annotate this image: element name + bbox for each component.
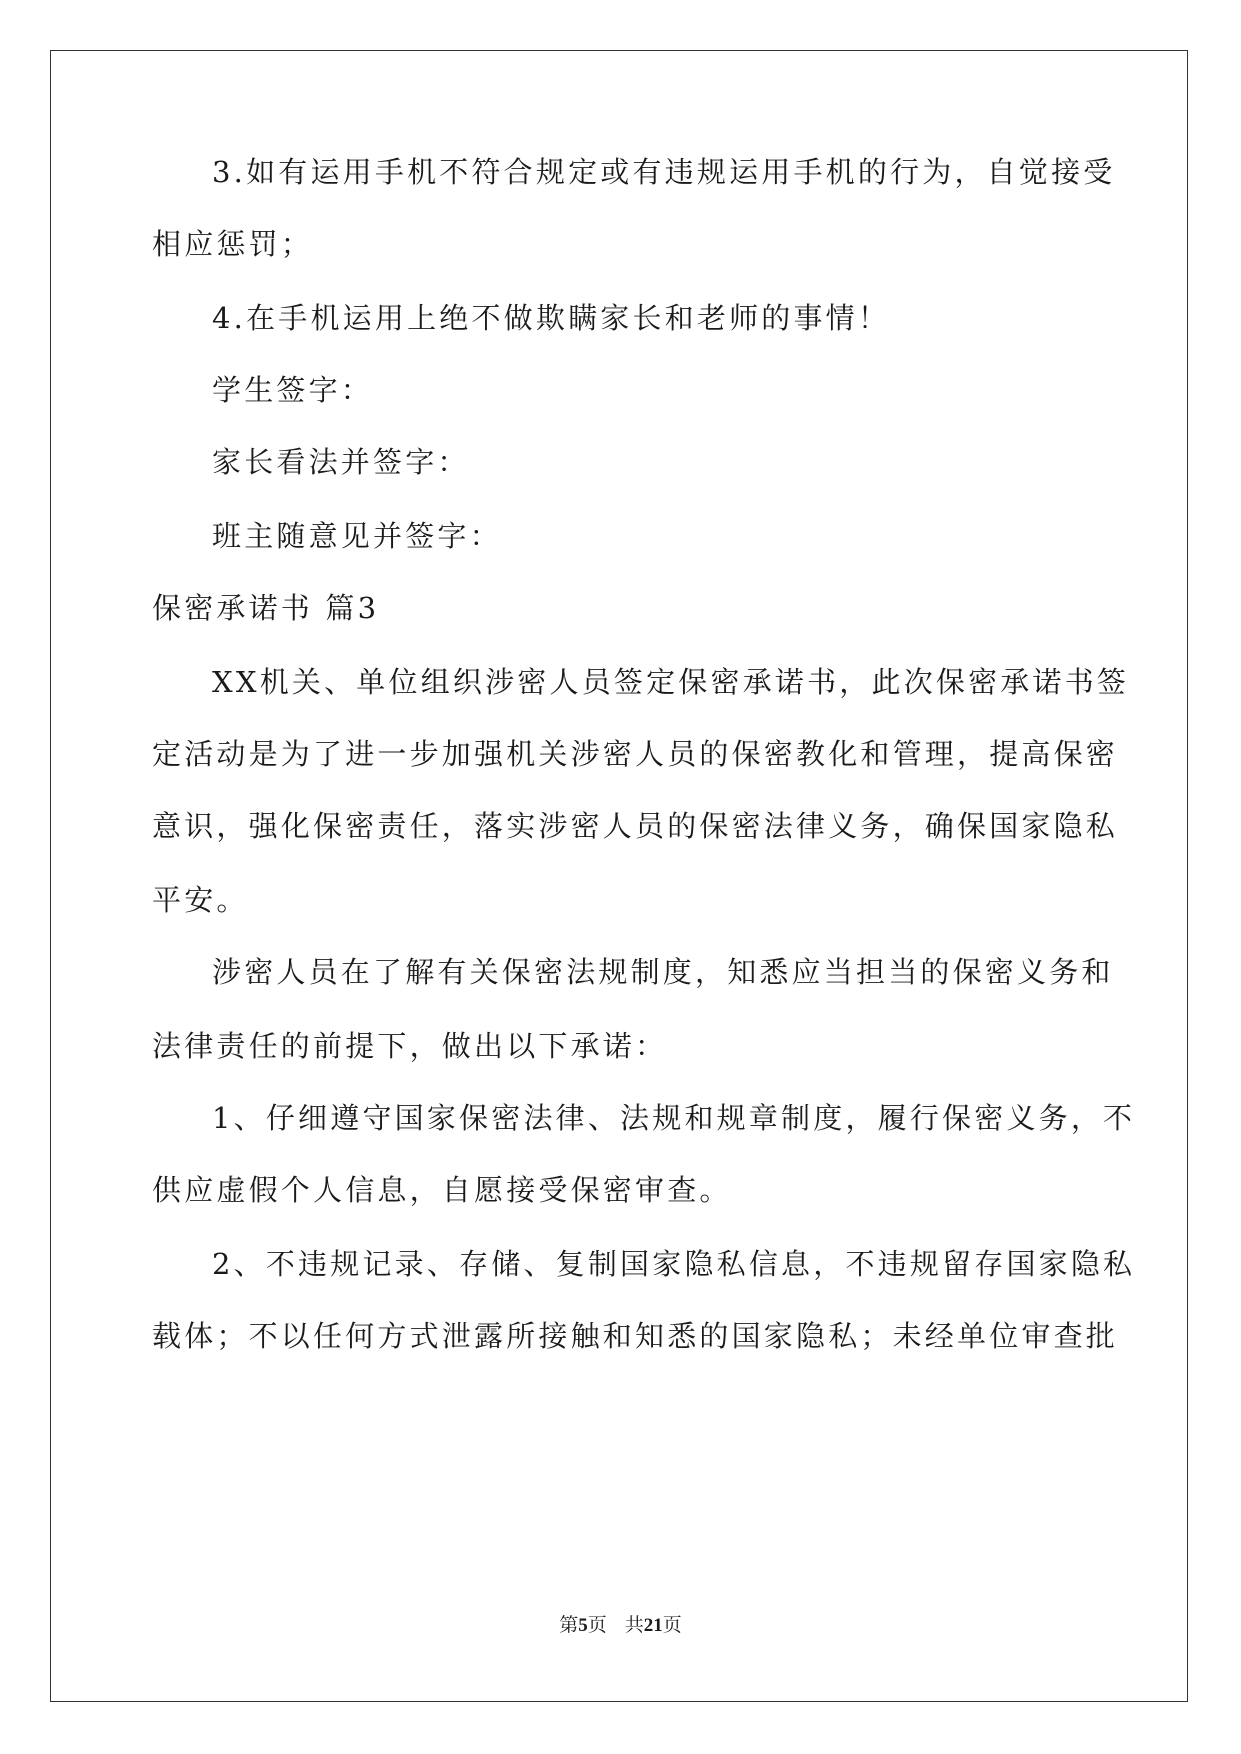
paragraph-line: XX机关、单位组织涉密人员签定保密承诺书，此次保密承诺书签 [212, 665, 1130, 699]
student-signature-label: 学生签字： [212, 373, 374, 407]
section-heading: 保密承诺书 篇3 [152, 591, 380, 625]
total-suffix: 页 [662, 1615, 682, 1636]
paragraph-line: 3.如有运用手机不符合规定或有违规运用手机的行为，自觉接受 [212, 155, 1116, 189]
page-footer [0, 1614, 1241, 1638]
parent-signature-label: 家长看法并签字： [212, 445, 470, 479]
paragraph-line: 4.在手机运用上绝不做欺瞒家长和老师的事情！ [212, 301, 891, 335]
paragraph-line: 供应虚假个人信息，自愿接受保密审查。 [152, 1173, 732, 1207]
teacher-signature-label: 班主随意见并签字： [212, 519, 502, 553]
paragraph-line: 相应惩罚； [152, 227, 314, 261]
paragraph-line: 涉密人员在了解有关保密法规制度，知悉应当担当的保密义务和 [212, 955, 1114, 989]
total-prefix: 共 [624, 1615, 644, 1636]
paragraph-line: 1、仔细遵守国家保密法律、法规和规章制度，履行保密义务，不 [212, 1101, 1136, 1135]
paragraph-line: 定活动是为了进一步加强机关涉密人员的保密教化和管理，提高保密 [152, 737, 1119, 771]
page-prefix: 第 [559, 1615, 579, 1636]
paragraph-line: 平安。 [152, 883, 249, 917]
page-number: 5 [578, 1615, 588, 1636]
paragraph-line: 载体；不以任何方式泄露所接触和知悉的国家隐私；未经单位审查批 [152, 1319, 1119, 1353]
paragraph-line: 法律责任的前提下，做出以下承诺： [152, 1029, 668, 1063]
total-pages: 21 [643, 1615, 663, 1636]
paragraph-line: 意识，强化保密责任，落实涉密人员的保密法律义务，确保国家隐私 [152, 809, 1119, 843]
paragraph-line: 2、不违规记录、存储、复制国家隐私信息，不违规留存国家隐私 [212, 1247, 1136, 1281]
page-suffix: 页 [587, 1615, 607, 1636]
